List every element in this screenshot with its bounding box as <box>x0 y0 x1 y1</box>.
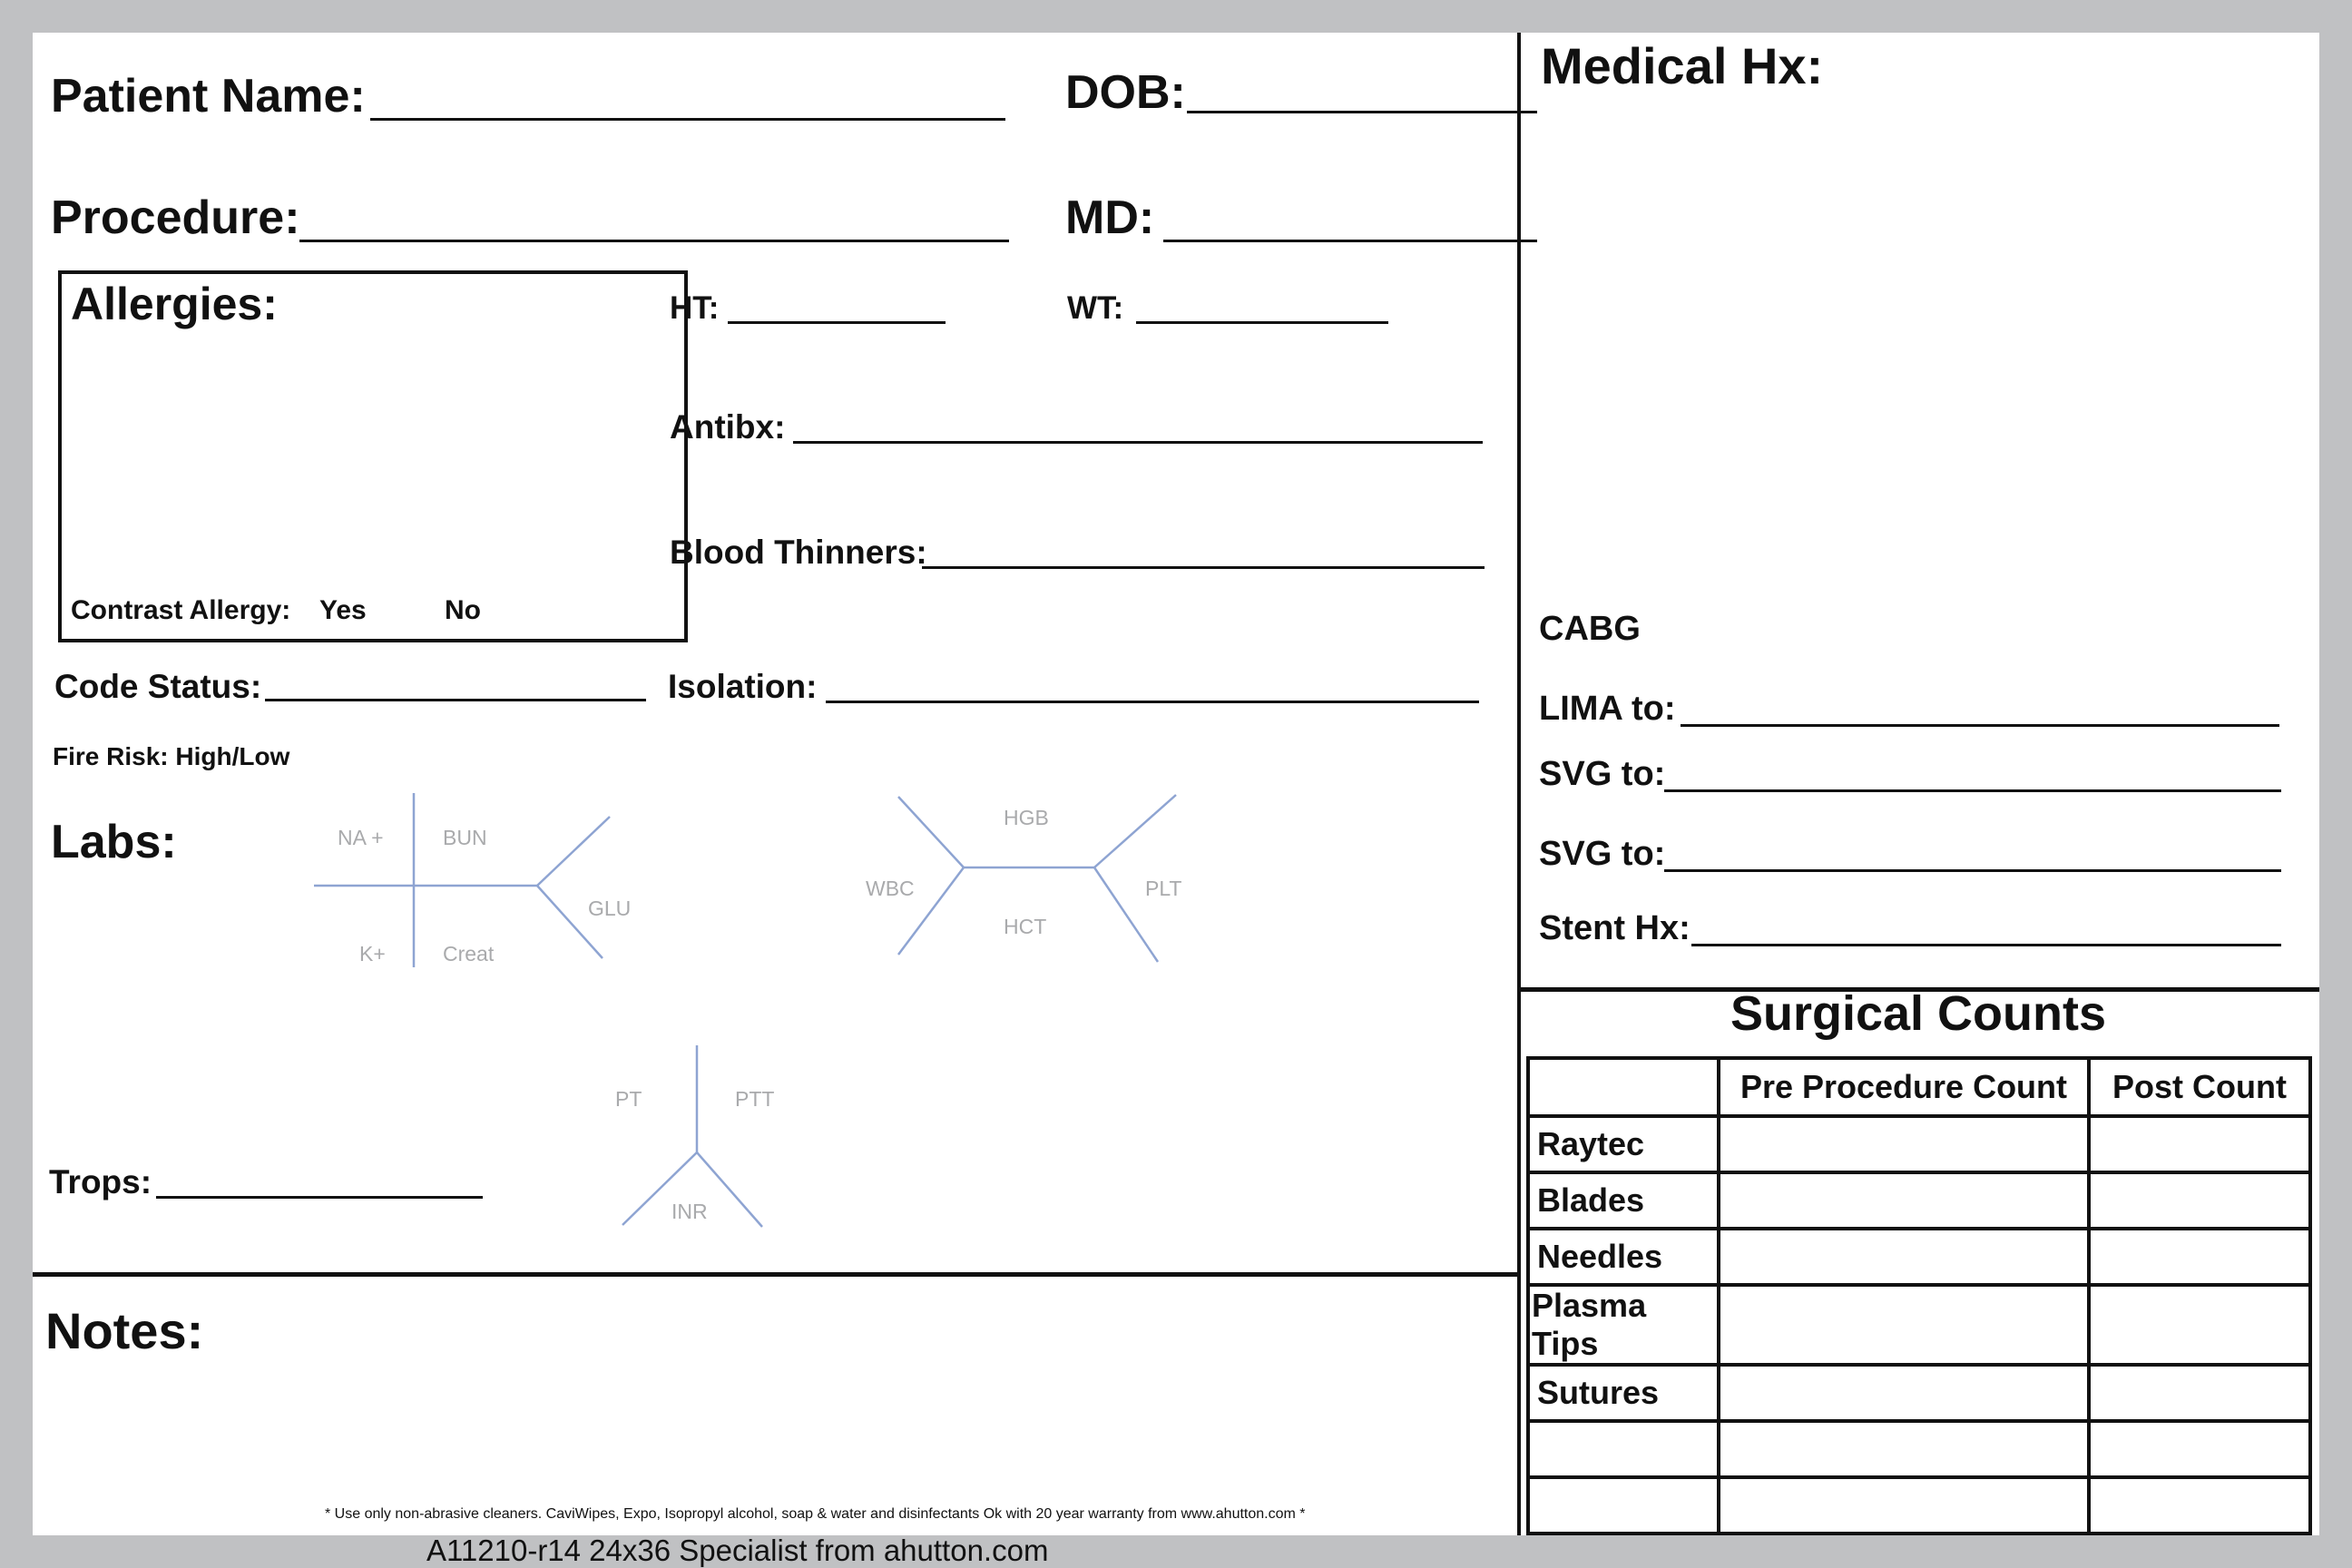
pre-count-cell[interactable] <box>1719 1365 2089 1421</box>
post-count-cell[interactable] <box>2089 1172 2310 1229</box>
contrast-yes-option[interactable]: Yes <box>319 595 367 625</box>
code-status-label: Code Status: <box>54 668 262 705</box>
lab-wbc: WBC <box>866 877 915 900</box>
table-row <box>1528 1229 2310 1285</box>
column-divider <box>1517 33 1521 1535</box>
trops-label: Trops: <box>49 1163 152 1200</box>
post-count-cell[interactable] <box>2089 1365 2310 1421</box>
post-count-cell[interactable] <box>2089 1421 2310 1477</box>
procedure-label: Procedure: <box>51 191 300 244</box>
count-item-label: Raytec <box>1528 1116 1719 1172</box>
lab-hct: HCT <box>1004 915 1047 938</box>
pre-count-cell[interactable] <box>1719 1285 2089 1365</box>
cleaning-disclaimer: * Use only non-abrasive cleaners. CaviWipes, Expo, Isopropyl alcohol, soap & water and disinfectants Ok with 20 year warranty from www.ahutton.com * <box>325 1506 1306 1522</box>
lab-skeletons <box>33 33 1530 1276</box>
cbc-left-upper-branch <box>898 797 964 867</box>
lab-pt: PT <box>615 1087 642 1111</box>
post-count-cell[interactable] <box>2089 1229 2310 1285</box>
count-item-label: Blades <box>1528 1172 1719 1229</box>
dob-label: DOB: <box>1065 66 1186 119</box>
isolation-label: Isolation: <box>668 668 818 705</box>
md-label: MD: <box>1065 191 1155 244</box>
antibx-label: Antibx: <box>670 408 786 446</box>
pre-count-cell[interactable] <box>1719 1421 2089 1477</box>
table-row <box>1528 1365 2310 1421</box>
cbc-right-upper-branch <box>1094 795 1176 867</box>
counts-header-pre: Pre Procedure Count <box>1719 1058 2089 1116</box>
lab-ptt: PTT <box>735 1087 775 1111</box>
count-item-label: Plasma Tips <box>1528 1285 1719 1365</box>
counts-header-post: Post Count <box>2089 1058 2310 1116</box>
pre-count-cell[interactable] <box>1719 1172 2089 1229</box>
svg-to-label-1: SVG to: <box>1539 755 1666 793</box>
ht-label: HT: <box>670 290 720 326</box>
count-item-label[interactable] <box>1528 1421 1719 1477</box>
counts-header-blank <box>1528 1058 1719 1116</box>
pre-count-cell[interactable] <box>1719 1229 2089 1285</box>
table-row <box>1528 1116 2310 1172</box>
lima-label: LIMA to: <box>1539 690 1676 728</box>
notes-divider <box>33 1272 1517 1277</box>
post-count-cell[interactable] <box>2089 1116 2310 1172</box>
svg-to-label-2: SVG to: <box>1539 835 1666 873</box>
trops-field[interactable] <box>156 1196 483 1199</box>
count-item-label: Sutures <box>1528 1365 1719 1421</box>
count-item-label[interactable] <box>1528 1477 1719 1534</box>
medical-hx-area[interactable] <box>1541 105 2303 613</box>
contrast-allergy-label: Contrast Allergy: <box>71 595 291 625</box>
count-item-label: Needles <box>1528 1229 1719 1285</box>
table-row <box>1528 1477 2310 1534</box>
bmp-upper-branch <box>537 817 610 886</box>
counts-header-row <box>1528 1058 2310 1116</box>
lima-field[interactable] <box>1681 724 2279 727</box>
post-count-cell[interactable] <box>2089 1285 2310 1365</box>
fire-risk-label: Fire Risk: High/Low <box>53 742 290 770</box>
lab-creat: Creat <box>443 942 495 965</box>
wt-label: WT: <box>1067 290 1124 326</box>
notes-title: Notes: <box>45 1302 204 1359</box>
cabg-label: CABG <box>1539 610 1641 648</box>
labs-title: Labs: <box>51 816 177 868</box>
svg-to-field-1[interactable] <box>1664 789 2281 792</box>
product-code: A11210-r14 24x36 Specialist from ahutton.com <box>426 1534 1049 1567</box>
medical-hx-title: Medical Hx: <box>1541 37 1824 94</box>
lab-bun: BUN <box>443 826 487 849</box>
notes-area[interactable] <box>42 1354 1512 1517</box>
whiteboard <box>33 33 2319 1535</box>
post-count-cell[interactable] <box>2089 1477 2310 1534</box>
stent-hx-field[interactable] <box>1691 944 2281 946</box>
lab-hgb: HGB <box>1004 806 1049 829</box>
stent-hx-label: Stent Hx: <box>1539 909 1690 947</box>
lab-inr: INR <box>671 1200 708 1223</box>
allergies-title: Allergies: <box>71 279 278 329</box>
blood-thinners-label: Blood Thinners: <box>670 534 927 571</box>
table-row <box>1528 1421 2310 1477</box>
patient-name-label: Patient Name: <box>51 70 366 122</box>
svg-to-field-2[interactable] <box>1664 869 2281 872</box>
lab-na: NA + <box>338 826 384 849</box>
lab-plt: PLT <box>1145 877 1182 900</box>
lab-k: K+ <box>359 942 386 965</box>
table-row <box>1528 1285 2310 1365</box>
surgical-counts-title: Surgical Counts <box>1730 986 2107 1041</box>
pre-count-cell[interactable] <box>1719 1116 2089 1172</box>
lab-glu: GLU <box>588 897 632 920</box>
contrast-no-option[interactable]: No <box>445 595 481 625</box>
pre-count-cell[interactable] <box>1719 1477 2089 1534</box>
surgical-counts-table <box>1526 1056 2312 1535</box>
table-row <box>1528 1172 2310 1229</box>
